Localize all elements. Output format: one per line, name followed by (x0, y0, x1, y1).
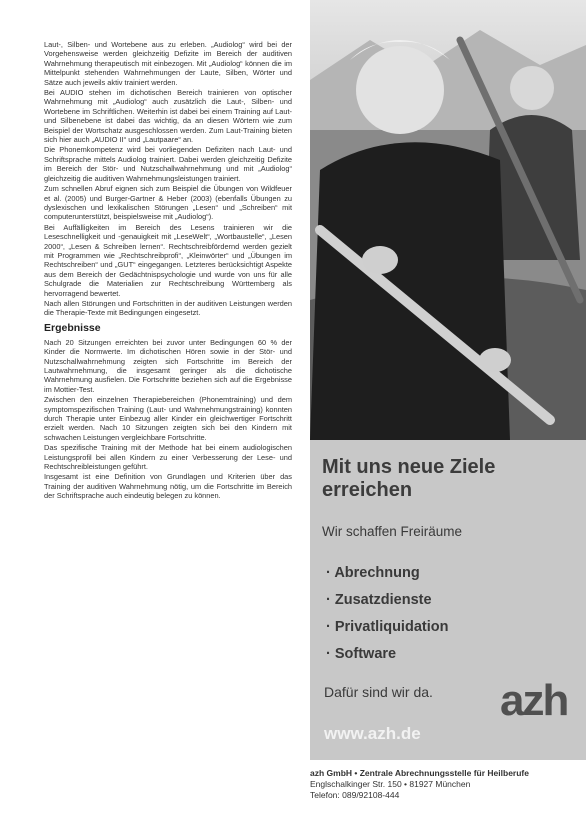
contact-block (310, 768, 586, 801)
ad-photo (310, 0, 586, 440)
ad-tagline: Dafür sind wir da. (324, 684, 433, 700)
ad-url-link[interactable]: www.azh.de (324, 724, 421, 743)
article-paragraph: Laut-, Silben- und Wortebene aus zu erleben. „Audiolog“ wird bei der Vorgehensweise werden gleichzeitig Defizite im Bereich der auditiven Wahrnehmung therapeutisch mit einbezogen. Mit „Audiolog“ können die im Mittelpunkt stehenden Wahrnehmungen der Laute, Silben, Wörter und Sätze auch jeweils aktiv trainiert werden. (44, 40, 292, 87)
ad-panel (310, 440, 586, 760)
ad-subhead: Wir schaffen Freiräume (322, 524, 463, 539)
article-paragraph: Das spezifische Training mit der Methode hat bei einem audiologischen Leistungsprofil bei allen Kindern zu einer Verbesserung der Lese- und Rechtschreibleistungen geführt. (44, 443, 292, 472)
article-intro (44, 40, 292, 318)
article-column (44, 40, 292, 502)
article-paragraph: Insgesamt ist eine Definition von Grundlagen und Kriterien über das Training der auditiven Wahrnehmung nötig, um die Fortschritte im Bereich der Schriftsprache auch eindeutig belegen zu können. (44, 472, 292, 501)
contact-address: Englschalkinger Str. 150 • 81927 München (310, 779, 471, 789)
service-item: · Software (326, 641, 448, 668)
service-item: · Abrechnung (326, 560, 448, 587)
contact-company: azh GmbH • Zentrale Abrechnungsstelle für Heilberufe (310, 768, 529, 778)
article-paragraph: Zum schnellen Abruf eignen sich zum Beispiel die Übungen von Wildfeuer et al. (2005) und Burger-Gartner & Heber (2003) (ebenfalls Übungen zu dyslexischen und lexikalischen Störungen „Lesen“ und „Schreiben“ mit computerunterstützt, beispielsweise mit „Audiolog“). (44, 184, 292, 222)
article-paragraph: Bei Auffälligkeiten im Bereich des Lesens trainieren wir die Leseschnelligkeit und -genauigkeit mit „LeseWelt“, „Wortbaustelle“, „Lesen 2000“, „Lesen & Schreiben lernen“. Rechtschreibfördernd werden gezielt mit Programmen wie „Rechtschreibprofi“, „Kleinwörter“ und „Übungen im Rechtschreiben“ und „GUT“ eingegangen. Letzteres berücksichtigt Aspekte aus dem Bereich der Gedächtnispsychologie und wurde von uns für alle Schulgrade die Materialien zur Rechtschreibung Württemberg als hervorragend bewertet. (44, 222, 292, 298)
article-paragraph: Nach 20 Sitzungen erreichten bei zuvor unter Bedingungen 60 % der Kinder die Normwerte. Im dichotischen Hören sowie in der Stör- und Nutzschallwahrnehmung zeigten sich Fortschritte im Bereich der Lautwahrnehmung, die insgesamt geringer als die dichotische Wahrnehmung ausfielen. Die Fortschritte beziehen sich auf die Ergebnisse im Mottier-Test. (44, 337, 292, 394)
rowing-children-image (310, 0, 586, 440)
service-item: · Privatliquidation (326, 614, 448, 641)
article-paragraph: Nach allen Störungen und Fortschritten in der auditiven Leistungen werden die Therapie-Texte mit Bedingungen eingesetzt. (44, 298, 292, 318)
azh-logo: azh (500, 676, 568, 725)
section-heading: Ergebnisse (44, 321, 101, 334)
article-paragraph: Bei AUDIO stehen im dichotischen Bereich trainieren von optischer Wahrnehmung mit „Audiolog“ auch zusätzlich die Laut-, Silben- und Wortebene im Schriftlichen. Weiterhin ist dabei bei einem Training auf Laut- und Silbenebene ist dabei das wichtig, da an diesen Wörtern wie zum Beispiel der Wortschatz ausgeschlossen werden. Zum Laut-Training bieten sich hier auch „AUDIO II“ und „Lautpaare“ an. (44, 88, 292, 145)
article-results (44, 338, 292, 501)
advertisement (310, 0, 586, 821)
ad-headline: Mit uns neue Ziele erreichen (322, 456, 496, 501)
contact-phone: Telefon: 089/92108-444 (310, 790, 400, 800)
services-list (326, 560, 448, 668)
article-paragraph: Die Phonemkompetenz wird bei vorliegenden Defiziten nach Laut- und Schriftsprache mittels Audiolog trainiert. Dabei werden gleichzeitig Defizite im Bereich der Stör- und Nutzschallwahrnehmung und mit „Audiolog“ gleichzeitig die auditiven Wahrnehmungsleistungen trainiert. (44, 145, 292, 183)
article-paragraph: Zwischen den einzelnen Therapiebereichen (Phonemtraining) und dem symptomspezifischen Training (Laut- und Wahrnehmungstraining) konnten durch Therapie unter Einbezug aller Kinder ein gleichwertiger Fortschritt erzielt werden. Nach 10 Sitzungen zeigten sich bei den Kindern mit schwachen Leistungen vergleichbare Fortschritte. (44, 395, 292, 442)
service-item: · Zusatzdienste (326, 587, 448, 614)
